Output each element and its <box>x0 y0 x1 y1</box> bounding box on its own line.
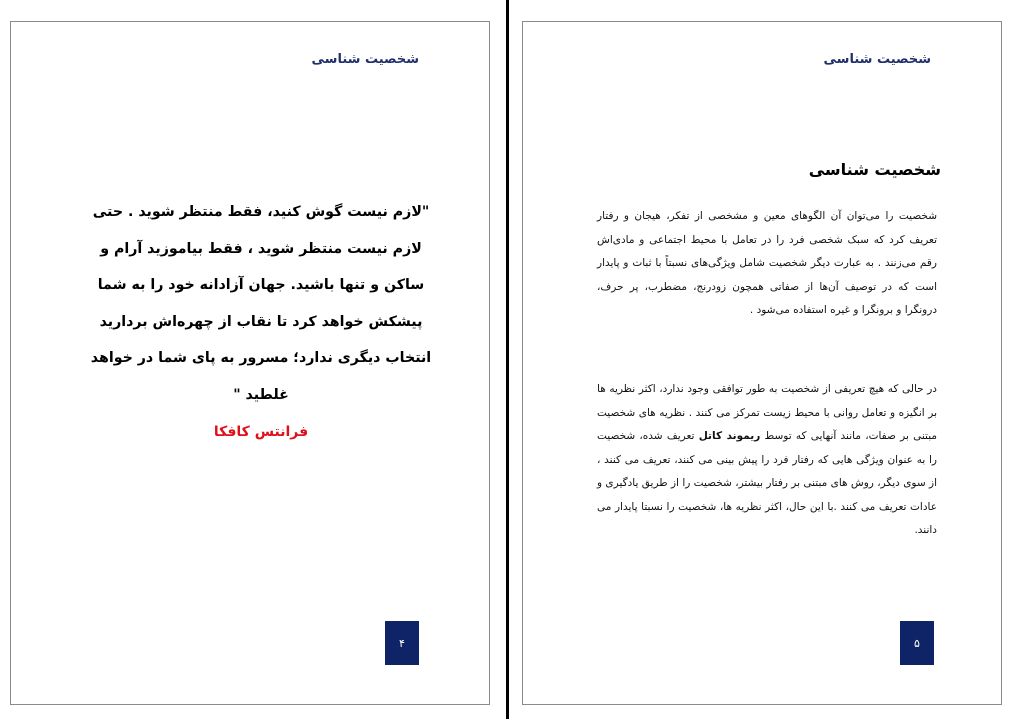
right-page-number: ۵ <box>900 621 934 665</box>
chapter-title: شخصیت شناسی <box>808 160 941 179</box>
right-running-header: شخصیت شناسی <box>823 52 931 67</box>
body-paragraph-2-part-2: تعریف شده، شخصیت را به عنوان ویژگی هایی که رفتار فرد را پیش بینی می کنند، تعریف می کنند ، از سوی دیگر، روش های مبتنی بر رفتار بیشتر، شخصیت را از طریق یادگیری و عادات تعریف می کنند .با این حال، اکثر نظریه ها، شخصیت را نسبتا پایدار می دانند. <box>597 430 937 536</box>
left-page <box>10 21 490 705</box>
spread-divider <box>506 0 509 719</box>
kafka-quote: "لازم نیست گوش کنید، فقط منتظر شوید . حتی لازم نیست منتظر شوید ، فقط بیاموزید آرام و ساکن و تنها باشید. جهان آزادانه خود را به شما پیشکش خواهد کرد تا نقاب از چهره‌اش بردارید انتخاب دیگری ندارد؛ مسرور به پای شما در خواهد غلطید " <box>90 204 432 403</box>
body-paragraph-2 <box>597 378 937 543</box>
right-page <box>522 21 1002 705</box>
quote-author: فرانتس کافکا <box>213 424 309 440</box>
left-running-header: شخصیت شناسی <box>311 52 419 67</box>
body-paragraph-1: شخصیت را می‌توان آن الگوهای معین و مشخصی از تفکر، هیجان و رفتار تعریف کرد که سبک شخصی فرد را در تعامل با محیط اجتماعی و مادی‌اش رقم می‌زنند . به عبارت دیگر شخصیت شامل ویژگی‌های نسبتاً با ثبات و پایدار است که در توصیف آن‌ها از صفاتی همچون زودرنج، مضطرب، پر حرف، درونگرا و برونگرا و غیره استفاده می‌شود . <box>597 210 937 316</box>
body-paragraph-2-part-1: در حالی که هیچ تعریفی از شخصیت به طور توافقی وجود ندارد، اکثر نظریه ها بر انگیزه و تعامل روانی با محیط زیست تمرکز می کنند . نظریه های شخصیت مبتنی بر صفات، مانند آنهایی که توسط <box>597 383 938 442</box>
left-page-number: ۴ <box>385 621 419 665</box>
raymond-cattell-name: ریموند کاتل <box>698 430 761 442</box>
